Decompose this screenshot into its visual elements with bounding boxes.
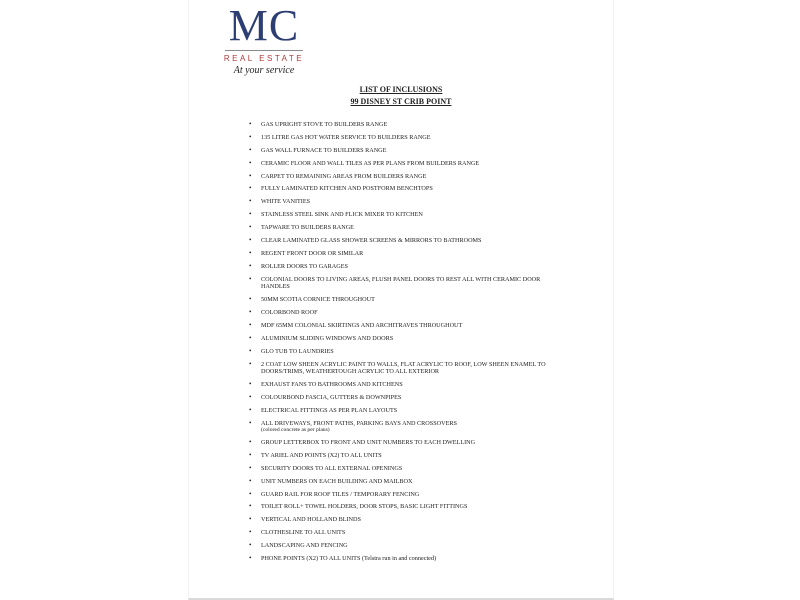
list-item-text: ELECTRICAL FITTINGS AS PER PLAN LAYOUTS xyxy=(261,406,398,414)
list-item xyxy=(249,420,569,434)
list-item xyxy=(249,134,569,142)
list-item xyxy=(249,491,569,499)
list-item xyxy=(249,529,569,537)
document-heading xyxy=(189,84,613,108)
list-item-text: 135 LITRE GAS HOT WATER SERVICE TO BUILDERS RANGE xyxy=(261,133,431,141)
list-item-text: GAS WALL FURNACE TO BUILDERS RANGE xyxy=(261,146,387,154)
list-item-text: GUARD RAIL FOR ROOF TILES / TEMPORARY FENCING xyxy=(261,490,420,498)
list-item-text: STAINLESS STEEL SINK AND FLICK MIXER TO KITCHEN xyxy=(261,211,423,219)
list-item-text: WHITE VANITIES xyxy=(261,198,311,206)
list-item-text: CLOTHESLINE TO ALL UNITS xyxy=(261,529,346,537)
list-item xyxy=(249,309,569,317)
list-item xyxy=(249,394,569,402)
list-item xyxy=(249,335,569,343)
company-logo xyxy=(219,1,309,76)
list-item-text: FULLY LAMINATED KITCHEN AND POSTFORM BENCHTOPS xyxy=(261,185,433,193)
list-item-text: LANDSCAPING AND FENCING xyxy=(261,542,348,550)
logo-divider xyxy=(225,50,303,51)
list-item-text: TV ARIEL AND POINTS (X2) TO ALL UNITS xyxy=(261,451,382,459)
list-item-text: PHONE POINTS (X2) TO ALL UNITS (Telstra run in and connected) xyxy=(261,555,437,562)
list-item-text: ALL DRIVEWAYS, FRONT PATHS, PARKING BAYS AND CROSSOVERS xyxy=(261,419,457,427)
list-item-text: VERTICAL AND HOLLAND BLINDS xyxy=(261,516,361,524)
document-page xyxy=(188,0,614,600)
list-item xyxy=(249,407,569,415)
logo-real-estate: REAL ESTATE xyxy=(223,54,305,63)
list-item xyxy=(249,250,569,258)
list-item-text: MDF 65MM COLONIAL SKIRTINGS AND ARCHITRAVES THROUGHOUT xyxy=(261,321,463,329)
list-item-text: ALUMINIUM SLIDING WINDOWS AND DOORS xyxy=(261,334,394,342)
list-item xyxy=(249,121,569,129)
list-item xyxy=(249,276,569,291)
list-item-text: CLEAR LAMINATED GLASS SHOWER SCREENS & MIRRORS TO BATHROOMS xyxy=(261,237,482,245)
list-item xyxy=(249,478,569,486)
list-item-text: GLO TUB TO LAUNDRIES xyxy=(261,347,334,355)
list-item xyxy=(249,211,569,219)
list-item xyxy=(249,198,569,206)
list-item xyxy=(249,439,569,447)
list-item xyxy=(249,452,569,460)
list-item-text: UNIT NUMBERS ON EACH BUILDING AND MAILBOX xyxy=(261,477,413,485)
list-item-text: COLOURBOND FASCIA, GUTTERS & DOWNPIPES xyxy=(261,393,402,401)
list-item-text: TOILET ROLL+ TOWEL HOLDERS, DOOR STOPS, BASIC LIGHT FITTINGS xyxy=(261,503,468,511)
property-address: 99 DISNEY ST CRIB POINT xyxy=(350,97,452,106)
list-item xyxy=(249,185,569,193)
list-item xyxy=(249,237,569,245)
document-title: LIST OF INCLUSIONS xyxy=(359,85,443,94)
list-item xyxy=(249,381,569,389)
list-item xyxy=(249,503,569,511)
list-item xyxy=(249,361,569,376)
list-item xyxy=(249,147,569,155)
logo-mc: MC xyxy=(228,1,300,50)
list-item-text: COLONIAL DOORS TO LIVING AREAS, FLUSH PANEL DOORS TO REST ALL WITH CERAMIC DOOR HANDLES xyxy=(261,275,541,291)
list-item-text: EXHAUST FANS TO BATHROOMS AND KITCHENS xyxy=(261,380,403,388)
list-item xyxy=(249,348,569,356)
list-item-text: TAPWARE TO BUILDERS RANGE xyxy=(261,224,354,232)
list-item-text: 50MM SCOTIA CORNICE THROUGHOUT xyxy=(261,296,375,304)
list-item-text: REGENT FRONT DOOR OR SIMILAR xyxy=(261,249,364,257)
list-item xyxy=(249,263,569,271)
logo-tagline: At your service xyxy=(233,65,295,76)
list-item-text: CARPET TO REMAINING AREAS FROM BUILDERS RANGE xyxy=(261,172,427,180)
list-item xyxy=(249,224,569,232)
list-item-text: GAS UPRIGHT STOVE TO BUILDERS RANGE xyxy=(261,121,388,128)
list-item-text: CERAMIC FLOOR AND WALL TILES AS PER PLANS FROM BUILDERS RANGE xyxy=(261,159,480,167)
list-item-text: GROUP LETTERBOX TO FRONT AND UNIT NUMBERS TO EACH DWELLING xyxy=(261,438,476,446)
list-item xyxy=(249,296,569,304)
list-item-text: 2 COAT LOW SHEEN ACRYLIC PAINT TO WALLS, FLAT ACRYLIC TO ROOF, LOW SHEEN ENAMEL TO DOORS/TRIMS, WEATHERTOUGH ACRYLIC TO ALL EXTERIOR xyxy=(261,360,546,376)
list-item xyxy=(249,173,569,181)
list-item xyxy=(249,542,569,550)
list-item xyxy=(249,160,569,168)
list-item xyxy=(249,516,569,524)
inclusions-list xyxy=(249,121,569,568)
list-item-text: SECURITY DOORS TO ALL EXTERNAL OPENINGS xyxy=(261,464,403,472)
list-item-note: (colored concrete as per plans) xyxy=(261,427,330,434)
list-item xyxy=(249,322,569,330)
list-item-text: COLORBOND ROOF xyxy=(261,308,318,316)
list-item xyxy=(249,555,569,563)
list-item xyxy=(249,465,569,473)
list-item-text: ROLLER DOORS TO GARAGES xyxy=(261,262,348,270)
